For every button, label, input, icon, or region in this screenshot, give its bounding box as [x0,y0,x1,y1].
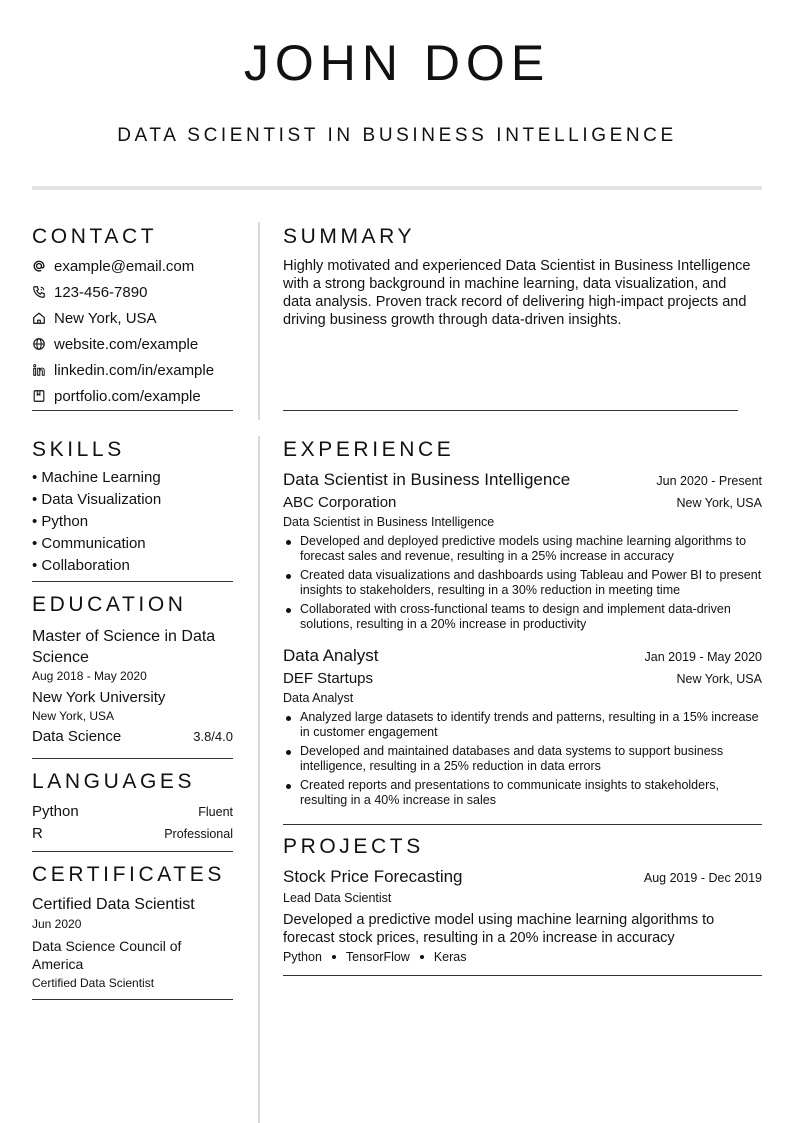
skills-heading: SKILLS [32,438,125,461]
job-title: Data Scientist in Business Intelligence [283,470,571,489]
project-name: Stock Price Forecasting [283,867,463,886]
certificates-divider [32,999,233,1000]
certificates-heading: CERTIFICATES [32,863,225,886]
certificate-note: Certified Data Scientist [32,976,155,990]
job-bullet: Developed and maintained databases and data systems to support business intelligence, resulting in a 25% reduction in data errors [283,744,762,774]
linkedin-icon [32,363,54,377]
job-location: New York, USA [676,672,762,686]
education-degree: Master of Science in Data Science [32,628,216,666]
job-role: Data Analyst [283,691,354,705]
education-field: Data Science [32,728,122,745]
contact-website[interactable] [32,331,233,357]
contact-location-text: New York, USA [54,309,157,327]
contact-website-text: website.com/example [54,335,199,353]
language-name: Python [32,803,79,820]
project-dates: Aug 2019 - Dec 2019 [643,871,762,885]
skill-item: • Data Visualization [32,491,162,508]
column-separator-top [258,222,260,420]
skill-item: • Python [32,513,89,530]
experience-heading: EXPERIENCE [283,438,455,461]
job-dates: Jan 2019 - May 2020 [644,650,762,664]
certificates-section [32,862,233,991]
contact-phone-text: 123-456-7890 [54,283,148,301]
education-heading: EDUCATION [32,593,187,616]
job-company: ABC Corporation [283,494,397,511]
project-description: Developed a predictive model using machine learning algorithms to forecast stock prices, resulting in a 20% increase in accuracy [283,912,715,946]
projects-section [283,834,762,964]
languages-heading: LANGUAGES [32,770,196,793]
tag-separator [420,955,424,959]
project-tag: TensorFlow [345,950,410,964]
education-section [32,592,233,746]
language-row [32,803,233,825]
projects-divider [283,975,762,976]
experience-divider [283,824,762,825]
contact-portfolio-text: portfolio.com/example [54,387,201,405]
portfolio-icon [32,389,54,403]
resume-name: JOHN DOE [243,35,551,91]
header-divider [32,186,762,190]
contact-section [32,224,233,409]
languages-section [32,769,233,847]
summary-heading: SUMMARY [283,225,416,248]
project-role: Lead Data Scientist [283,891,392,905]
job-dates: Jun 2020 - Present [656,474,762,488]
contact-heading: CONTACT [32,225,158,248]
contact-email[interactable] [32,253,233,279]
job-bullets [283,710,762,808]
certificate-name: Certified Data Scientist [32,896,195,913]
language-name: R [32,825,43,842]
project-tags [283,950,762,964]
contact-location [32,305,233,331]
education-location: New York, USA [32,709,115,723]
project-entry [283,867,762,964]
job-company: DEF Startups [283,670,374,687]
education-gpa: 3.8/4.0 [193,729,233,744]
skill-item: • Communication [32,535,146,552]
globe-icon [32,337,54,351]
job-location: New York, USA [676,496,762,510]
job-role: Data Scientist in Business Intelligence [283,515,495,529]
job-bullet: Analyzed large datasets to identify trends and patterns, resulting in a 15% increase in customer engagement [283,710,762,740]
job-bullet: Developed and deployed predictive models using machine learning algorithms to forecast sales and revenue, resulting in a 25% increase in accuracy [283,534,762,564]
experience-section [283,437,762,812]
phone-icon [32,285,54,299]
summary-section [283,224,762,329]
education-school: New York University [32,689,166,706]
language-level: Professional [164,827,233,841]
project-tag: Keras [433,950,467,964]
skill-item: • Machine Learning [32,469,161,486]
contact-divider [32,410,233,411]
resume-title: DATA SCIENTIST IN BUSINESS INTELLIGENCE [117,125,677,146]
summary-divider [283,410,738,411]
job-bullet: Created reports and presentations to communicate insights to stakeholders, resulting in a 40% increase in sales [283,778,762,808]
skill-item: • Collaboration [32,557,130,574]
skills-divider [32,581,233,582]
languages-divider [32,851,233,852]
language-row [32,825,233,847]
job-title: Data Analyst [283,646,379,665]
contact-phone[interactable] [32,279,233,305]
project-tag: Python [283,950,322,964]
column-separator-bottom [258,436,260,1123]
language-level: Fluent [198,805,233,819]
skills-section [32,437,233,577]
home-icon [32,311,54,325]
certificate-date: Jun 2020 [32,917,82,931]
projects-heading: PROJECTS [283,835,424,858]
job-bullet: Collaborated with cross-functional teams to design and implement data-driven solutions, resulting in a 20% increase in productivity [283,602,762,632]
tag-separator [332,955,336,959]
job-bullets [283,534,762,632]
contact-linkedin[interactable] [32,357,233,383]
job-bullet: Created data visualizations and dashboards using Tableau and Power BI to present insights to stakeholders, resulting in a 30% reduction in meeting time [283,568,762,598]
certificate-issuer: Data Science Council of America [32,938,182,972]
contact-linkedin-text: linkedin.com/in/example [54,361,215,379]
summary-text: Highly motivated and experienced Data Scientist in Business Intelligence with a strong background in machine learning, data visualization, and data analysis. Proven track record of delivering high-impact projects and driving business growth through data-driven insights. [283,258,751,328]
contact-email-text: example@email.com [54,257,195,275]
experience-entry [283,646,762,808]
at-icon [32,259,54,273]
contact-portfolio[interactable] [32,383,233,409]
education-dates: Aug 2018 - May 2020 [32,669,147,683]
experience-entry [283,470,762,632]
education-divider [32,758,233,759]
